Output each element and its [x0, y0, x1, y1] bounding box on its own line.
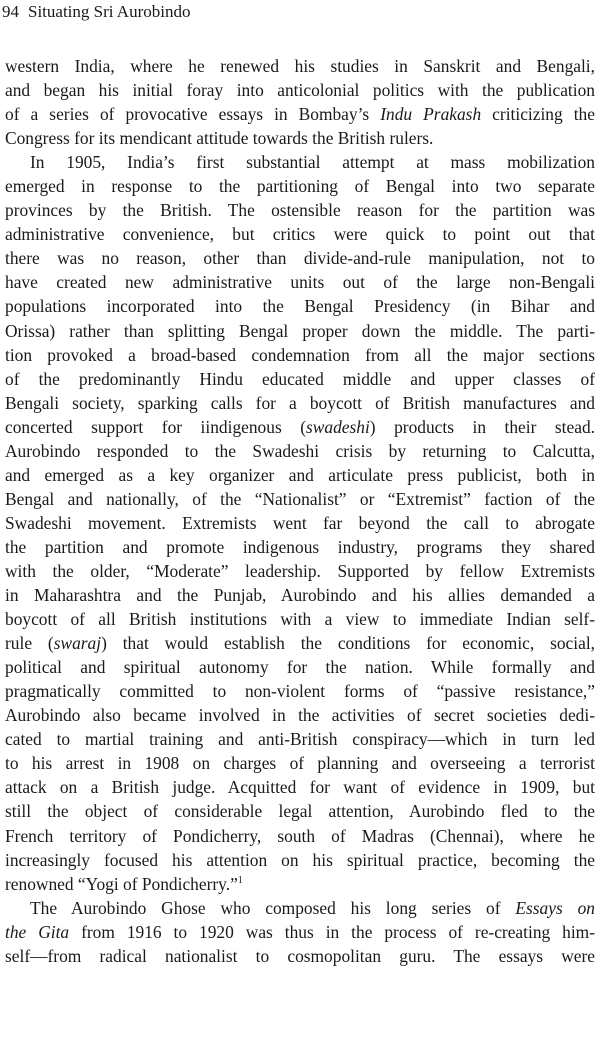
text-run: concerted support for iindigenous (	[5, 416, 307, 437]
text-line	[5, 174, 595, 198]
italic-text: the Gita	[5, 921, 70, 942]
text-line	[5, 631, 595, 655]
italic-text: swadeshi	[306, 416, 370, 437]
text-run: rule (	[5, 633, 54, 654]
text-run: of the predominantly Hindu educated middle and upper classes of	[5, 368, 595, 389]
text-run: French territory of Pondicherry, south of Madras (Chennai), where he	[5, 825, 595, 846]
text-run: western India, where he renewed his studies in Sanskrit and Bengali,	[5, 56, 595, 76]
text-line	[5, 896, 595, 920]
text-run: Bengali society, sparking calls for a boycott of British manufactures and	[5, 392, 595, 413]
text-run: In 1905, India’s first substantial attempt at mass mobilization	[30, 152, 595, 173]
text-line	[5, 944, 595, 968]
text-run: still the object of considerable legal attention, Aurobindo fled to the	[5, 801, 595, 822]
italic-text: swaraj	[53, 633, 102, 654]
text-run: and emerged as a key organizer and articulate press publicist, both in	[5, 464, 595, 485]
text-line	[5, 607, 595, 631]
text-line	[5, 583, 595, 607]
text-line	[5, 270, 595, 294]
text-run: boycott of all British institutions with a view to immediate Indian self-	[5, 609, 595, 630]
text-line	[5, 102, 595, 126]
text-line	[5, 294, 595, 318]
text-run: the partition and promote indigenous industry, programs they shared	[5, 536, 595, 557]
running-head	[2, 0, 190, 24]
text-run: ) products in their stead.	[369, 416, 595, 437]
text-line	[5, 920, 595, 944]
text-run: with the older, “Moderate” leadership. Supported by fellow Extremists	[5, 560, 595, 581]
text-line	[5, 848, 595, 872]
text-line	[5, 78, 595, 102]
text-run: attack on a British judge. Acquitted for want of evidence in 1909, but	[5, 777, 595, 798]
body-text	[5, 54, 595, 968]
text-run: administrative convenience, but critics were quick to point out that	[5, 224, 595, 245]
text-line	[5, 463, 595, 487]
text-line	[5, 415, 595, 439]
paragraph	[5, 150, 595, 895]
text-line	[5, 703, 595, 727]
text-run: political and spiritual autonomy for the nation. While formally and	[5, 657, 595, 678]
paragraph	[5, 54, 595, 150]
text-run: Aurobindo also became involved in the activities of secret societies dedi-	[5, 705, 595, 726]
paragraph	[5, 896, 595, 968]
text-run: Swadeshi movement. Extremists went far beyond the call to abrogate	[5, 512, 595, 533]
text-line	[5, 487, 595, 511]
text-line	[5, 367, 595, 391]
text-run: emerged in response to the partitioning of Bengal into two separate	[5, 176, 595, 197]
footnote-marker: 1	[237, 874, 243, 886]
text-run: renowned “Yogi of Pondicherry.”	[5, 873, 238, 894]
text-line	[5, 391, 595, 415]
text-line	[5, 54, 595, 78]
text-run: in Maharashtra and the Punjab, Aurobindo and his allies demanded a	[5, 585, 595, 606]
text-line	[5, 872, 595, 896]
text-run: criticizing the	[481, 104, 595, 125]
text-run: pragmatically committed to non-violent forms of “passive resistance,”	[5, 681, 595, 702]
text-run: cated to martial training and anti-British conspiracy—which in turn led	[5, 729, 595, 750]
text-line	[5, 319, 595, 343]
text-line	[5, 727, 595, 751]
text-run: populations incorporated into the Bengal Presidency (in Bihar and	[5, 296, 595, 317]
text-run: from 1916 to 1920 was thus in the process of re-creating him-	[69, 921, 595, 942]
text-line	[5, 775, 595, 799]
italic-text: Essays on	[515, 897, 595, 918]
text-run: increasingly focused his attention on his spiritual practice, becoming the	[5, 849, 595, 870]
text-line	[5, 559, 595, 583]
text-run: The Aurobindo Ghose who composed his long series of	[30, 897, 516, 918]
text-run: to his arrest in 1908 on charges of planning and overseeing a terrorist	[5, 753, 595, 774]
text-run: Congress for its mendicant attitude towards the British rulers.	[5, 128, 434, 149]
text-run: and began his initial foray into anticolonial politics with the publication	[5, 80, 595, 101]
text-line	[5, 222, 595, 246]
text-line	[5, 511, 595, 535]
text-run: Orissa) rather than splitting Bengal proper down the middle. The parti-	[5, 320, 595, 341]
text-run: have created new administrative units out of the large non-Bengali	[5, 272, 595, 293]
text-run: self—from radical nationalist to cosmopolitan guru. The essays were	[5, 945, 595, 966]
text-line	[5, 655, 595, 679]
text-run: there was no reason, other than divide-and-rule manipulation, not to	[5, 248, 595, 269]
text-line	[5, 535, 595, 559]
text-line	[5, 824, 595, 848]
text-line	[5, 679, 595, 703]
text-run: Bengal and nationally, of the “Nationalist” or “Extremist” faction of the	[5, 488, 595, 509]
text-line	[5, 751, 595, 775]
page-number: 94	[2, 2, 19, 21]
text-line	[5, 799, 595, 823]
text-line	[5, 343, 595, 367]
text-run: tion provoked a broad-based condemnation from all the major sections	[5, 344, 595, 365]
text-line	[5, 150, 595, 174]
text-run: Aurobindo responded to the Swadeshi crisis by returning to Calcutta,	[5, 440, 595, 461]
text-run: provinces by the British. The ostensible reason for the partition was	[5, 200, 595, 221]
italic-text: Indu Prakash	[380, 104, 482, 125]
text-run: ) that would establish the conditions for economic, social,	[101, 633, 595, 654]
running-title: Situating Sri Aurobindo	[28, 2, 191, 21]
text-line	[5, 246, 595, 270]
text-line	[5, 198, 595, 222]
text-run: of a series of provocative essays in Bombay’s	[5, 104, 381, 125]
text-line	[5, 126, 595, 150]
text-line	[5, 439, 595, 463]
